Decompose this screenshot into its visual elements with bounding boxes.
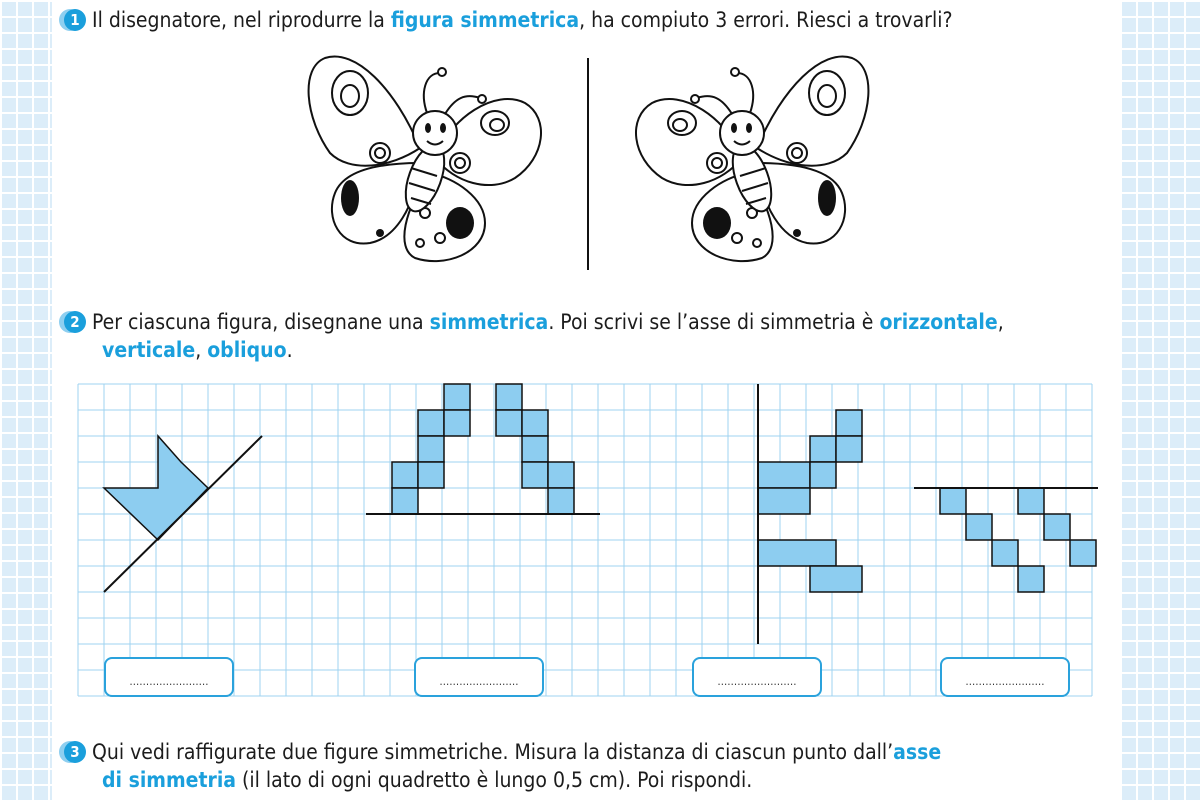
exercise-number-badge: 3 (64, 741, 86, 763)
ex3-text-after: (il lato di ogni quadretto è lungo 0,5 cm). Poi rispondi. (236, 768, 753, 792)
exercise-2-instruction (64, 308, 1004, 364)
ex2-comma: , (997, 310, 1004, 334)
ex3-text-before: Qui vedi raffigurate due figure simmetriche. Misura la distanza di ciascun punto dall’ (92, 740, 894, 764)
answer-box-4[interactable]: …………………… (940, 657, 1070, 697)
ex2-text-middle: . Poi scrivi se l’asse di simmetria è (548, 310, 880, 334)
ex2-period: . (286, 338, 293, 362)
ex2-highlight-simmetrica: simmetrica (429, 310, 549, 334)
answer-box-1[interactable]: …………………… (104, 657, 234, 697)
ex1-text-before: Il disegnatore, nel riprodurre la (92, 8, 391, 32)
ex3-highlight-di-simmetria: di simmetria (102, 768, 237, 792)
ex1-text-after: , ha compiuto 3 errori. Riesci a trovarli? (579, 8, 953, 32)
exercise-1-instruction (64, 6, 952, 34)
ex2-highlight-obliquo: obliquo (207, 338, 287, 362)
ex1-highlight: figura simmetrica (390, 8, 580, 32)
exercise-3-instruction (64, 738, 941, 794)
ex2-comma: , (195, 338, 208, 362)
ex3-highlight-asse: asse (893, 740, 942, 764)
exercise-number-badge: 2 (64, 311, 86, 333)
ex2-highlight-orizzontale: orizzontale (879, 310, 998, 334)
answer-box-2[interactable]: …………………… (414, 657, 544, 697)
ex2-highlight-verticale: verticale (102, 338, 196, 362)
answer-box-3[interactable]: …………………… (692, 657, 822, 697)
ex2-text-before: Per ciascuna figura, disegnane una (92, 310, 430, 334)
exercise-number-badge: 1 (64, 9, 86, 31)
